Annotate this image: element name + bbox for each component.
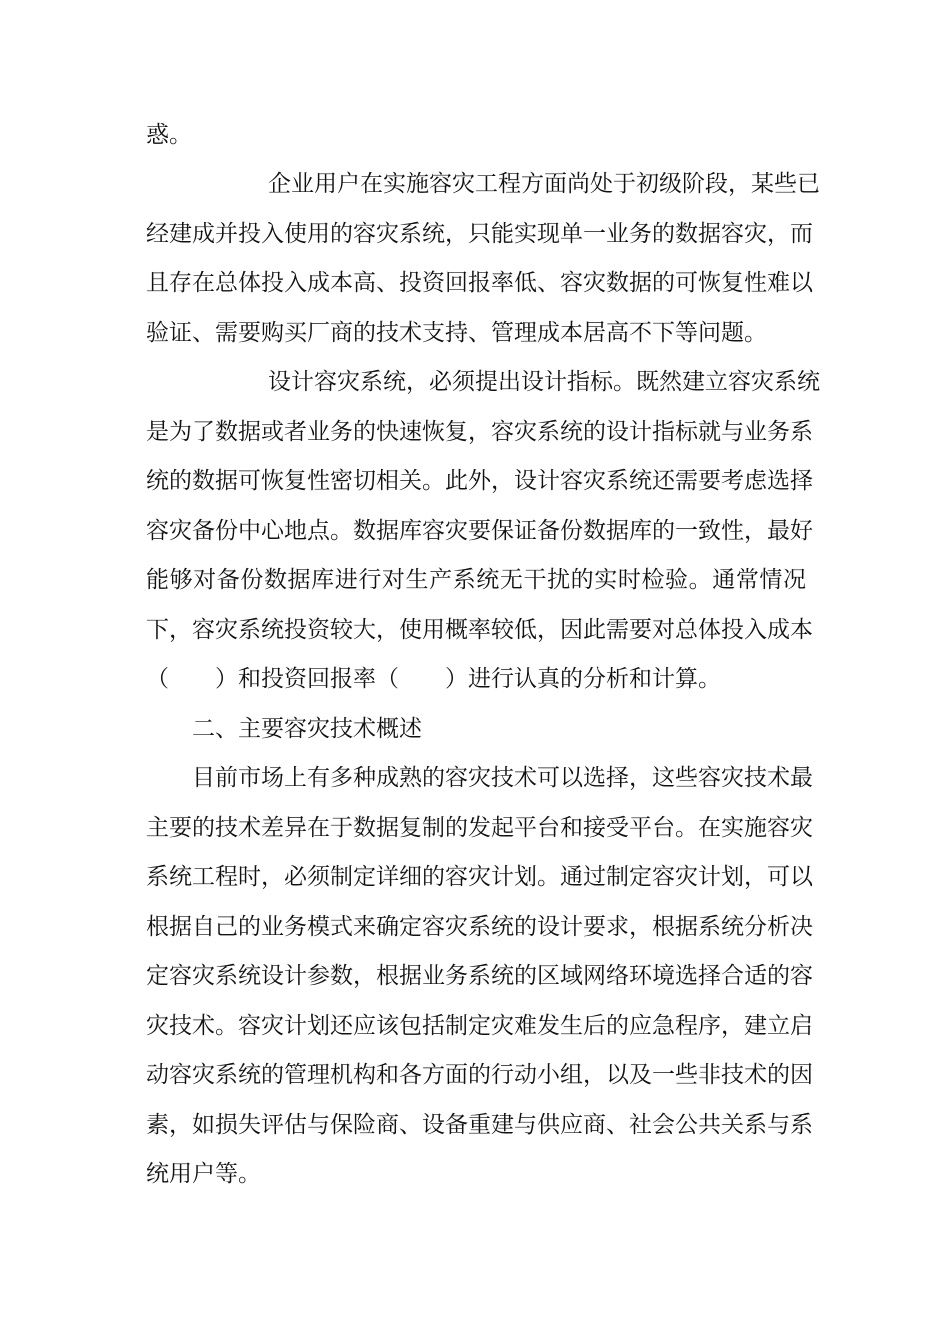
paragraph-line: 主要的技术差异在于数据复制的发起平台和接受平台。在实施容灾 xyxy=(146,815,813,841)
paragraph-line: 动容灾系统的管理机构和各方面的行动小组，以及一些非技术的因 xyxy=(146,1062,813,1088)
paragraph-line: 惑。 xyxy=(146,122,192,148)
paragraph-line: 下，容灾系统投资较大，使用概率较低，因此需要对总体投入成本 xyxy=(146,617,813,643)
paragraph-line: 统的数据可恢复性密切相关。此外，设计容灾系统还需要考虑选择 xyxy=(146,468,813,494)
paragraph-line: 是为了数据或者业务的快速恢复，容灾系统的设计指标就与业务系 xyxy=(146,419,813,445)
paragraph-line: 统用户等。 xyxy=(146,1161,261,1187)
paragraph-line: 灾技术。容灾计划还应该包括制定灾难发生后的应急程序，建立启 xyxy=(146,1013,813,1039)
paragraph-line: 验证、需要购买厂商的技术支持、管理成本居高不下等问题。 xyxy=(146,320,767,346)
paragraph-line: 能够对备份数据库进行对生产系统无干扰的实时检验。通常情况 xyxy=(146,567,806,593)
paragraph-line: 定容灾系统设计参数，根据业务系统的区域网络环境选择合适的容 xyxy=(146,963,813,989)
paragraph-line: 素，如损失评估与保险商、设备重建与供应商、社会公共关系与系 xyxy=(146,1112,813,1138)
paragraph-line: 设计容灾系统，必须提出设计指标。既然建立容灾系统 xyxy=(268,369,820,395)
paragraph-line: 企业用户在实施容灾工程方面尚处于初级阶段，某些已 xyxy=(268,171,820,197)
paragraph-line: 且存在总体投入成本高、投资回报率低、容灾数据的可恢复性难以 xyxy=(146,270,813,296)
paragraph-line: 容灾备份中心地点。数据库容灾要保证备份数据库的一致性，最好 xyxy=(146,518,813,544)
paragraph-line: 经建成并投入使用的容灾系统，只能实现单一业务的数据容灾，而 xyxy=(146,221,813,247)
paragraph-line: 根据自己的业务模式来确定容灾系统的设计要求，根据系统分析决 xyxy=(146,914,813,940)
paragraph-line: （ ）和投资回报率（ ）进行认真的分析和计算。 xyxy=(146,666,721,692)
paragraph-line: 系统工程时，必须制定详细的容灾计划。通过制定容灾计划，可以 xyxy=(146,864,813,890)
paragraph-line: 目前市场上有多种成熟的容灾技术可以选择，这些容灾技术最 xyxy=(192,765,813,791)
section-heading: 二、主要容灾技术概述 xyxy=(192,716,422,742)
